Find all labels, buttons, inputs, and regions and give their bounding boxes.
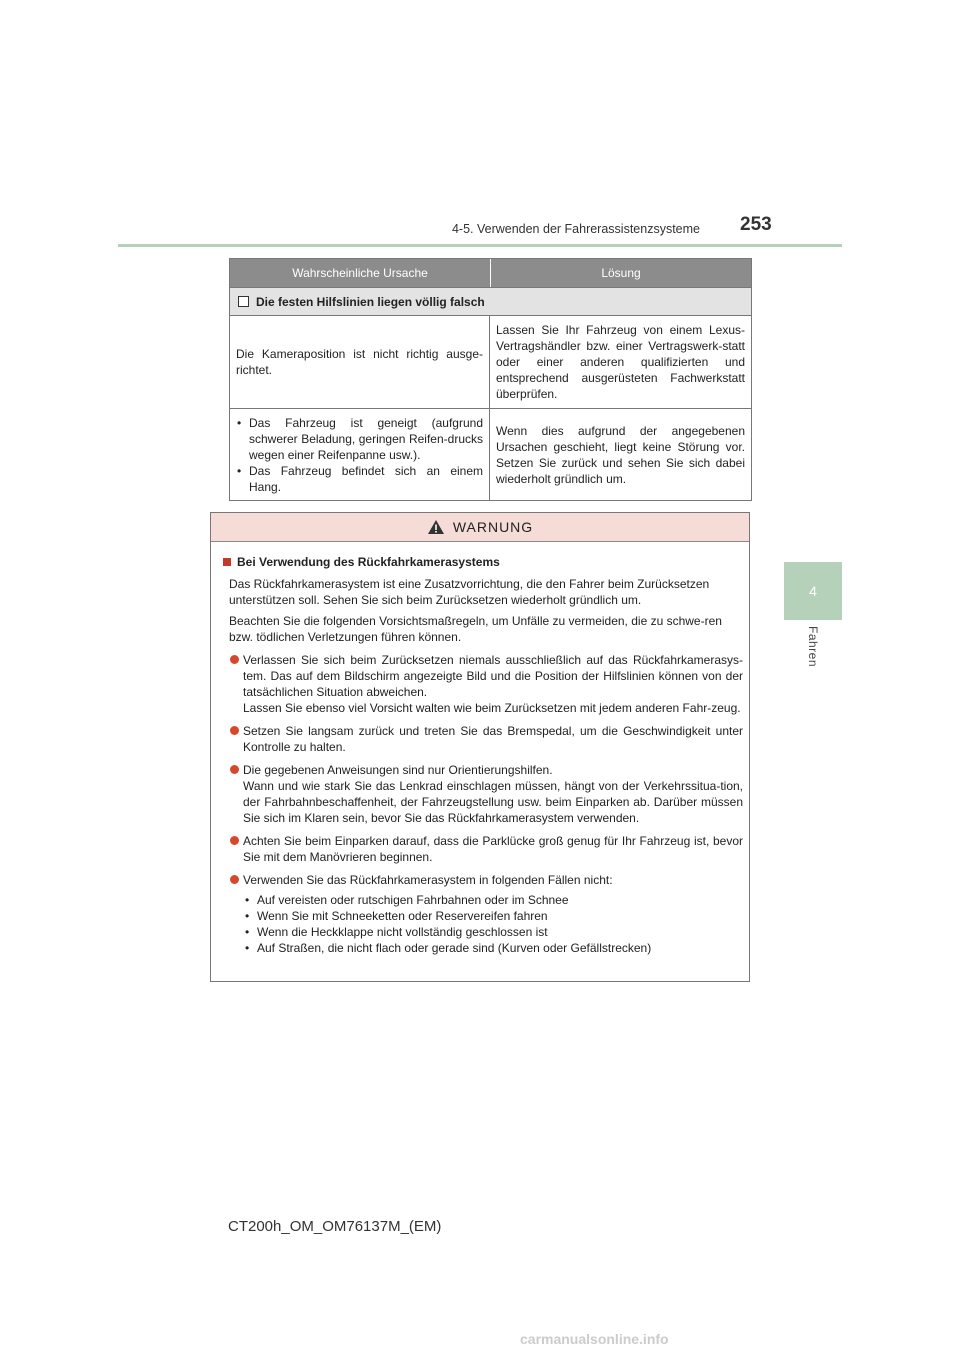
troubleshooting-table	[229, 258, 752, 501]
table-row	[230, 315, 751, 408]
warning-title: WARNUNG	[452, 519, 534, 535]
watermark: carmanualsonline.info	[520, 1331, 669, 1347]
solution-cell	[490, 316, 751, 408]
warning-item	[223, 872, 743, 956]
warning-item-text: Die gegebenen Anweisungen sind nur Orientierungshilfen.	[243, 763, 553, 777]
warning-item-text: Setzen Sie langsam zurück und treten Sie das Bremspedal, um die Geschwindigkeit unter Kontrolle zu halten.	[243, 724, 743, 754]
chapter-label: Fahren	[806, 626, 820, 668]
header-divider	[118, 244, 842, 247]
solution-text: Wenn dies aufgrund der angegebenen Ursachen geschieht, liegt keine Störung vor. Setzen Sie zurück und sehen Sie sich dabei wiederholt gründlich um.	[496, 423, 745, 486]
warning-item	[223, 723, 743, 755]
solution-cell	[490, 409, 751, 500]
warning-body	[211, 542, 749, 956]
table-section-title: Die festen Hilfslinien liegen völlig falsch	[256, 294, 485, 309]
table-row	[230, 408, 751, 500]
list-item: • Auf Straßen, die nicht flach oder gerade sind (Kurven oder Gefällstrecken)	[243, 940, 743, 956]
cause-cell	[230, 409, 490, 500]
cause-list	[236, 415, 483, 495]
warning-intro: Das Rückfahrkamerasystem ist eine Zusatzvorrichtung, die den Fahrer beim Zurücksetzen unterstützen soll. Sehen Sie sich beim Zurücksetzen wiederholt gründlich um.	[229, 577, 710, 607]
warning-item	[223, 652, 743, 716]
warning-intro: Beachten Sie die folgenden Vorsichtsmaßregeln, um Unfälle zu vermeiden, die zu schwe-ren bzw. tödlichen Verletzungen führen können.	[229, 614, 722, 644]
table-section-row	[230, 287, 751, 315]
warning-item-text: Lassen Sie ebenso viel Vorsicht walten wie beim Zurücksetzen mit jedem anderen Fahr-zeug.	[243, 701, 741, 715]
square-bullet-icon	[223, 558, 231, 566]
column-header-solution: Lösung	[601, 266, 641, 280]
section-title: 4-5. Verwenden der Fahrerassistenzsysteme	[451, 222, 700, 236]
chapter-tab: 4	[784, 562, 842, 620]
table-header	[230, 259, 751, 287]
cause-text: Die Kameraposition ist nicht richtig ausge-richtet.	[236, 347, 483, 377]
circle-bullet-icon	[230, 875, 239, 884]
solution-text: Lassen Sie Ihr Fahrzeug von einem Lexus-Vertragshändler bzw. einer Vertragswerk-statt oder einer anderen qualifizierten und entsprechend ausgerüsteten Fachwerkstatt überprüfen.	[496, 323, 745, 401]
circle-bullet-icon	[230, 655, 239, 664]
list-item: • Wenn Sie mit Schneeketten oder Reservereifen fahren	[243, 908, 743, 924]
warning-item-text: Verlassen Sie sich beim Zurücksetzen niemals ausschließlich auf das Rückfahrkamerasys-tem. Das auf dem Bildschirm angezeigte Bild und die Position der Hilfslinien können von der tatsächlichen Situation abweichen.	[243, 653, 743, 699]
circle-bullet-icon	[230, 765, 239, 774]
list-item: • Wenn die Heckklappe nicht vollständig geschlossen ist	[243, 924, 743, 940]
warning-box	[210, 512, 750, 982]
warning-item-text: Verwenden Sie das Rückfahrkamerasystem in folgenden Fällen nicht:	[243, 873, 613, 887]
document-code: CT200h_OM_OM76137M_(EM)	[228, 1218, 442, 1235]
list-item: • Auf vereisten oder rutschigen Fahrbahnen oder im Schnee	[243, 892, 743, 908]
warning-heading	[223, 554, 743, 570]
cause-cell	[230, 316, 490, 408]
circle-bullet-icon	[230, 726, 239, 735]
warning-item-text: Wann und wie stark Sie das Lenkrad einschlagen müssen, hängt von der Verkehrssitua-tion, der Fahrbahnbeschaffenheit, der Fahrzeugstellung usw. beim Einparken ab. Darüber müssen Sie sich im Klaren sein, bevor Sie das Rückfahrkamerasystem verwenden.	[243, 779, 743, 825]
column-header-cause: Wahrscheinliche Ursache	[230, 259, 491, 287]
circle-bullet-icon	[230, 836, 239, 845]
list-item: • Das Fahrzeug befindet sich an einem Hang.	[236, 463, 483, 495]
checkbox-icon	[238, 296, 249, 307]
warning-item	[223, 762, 743, 826]
warning-item	[223, 833, 743, 865]
list-item: • Das Fahrzeug ist geneigt (aufgrund schwerer Beladung, geringen Reifen-drucks wegen einer Reifenpanne usw.).	[236, 415, 483, 463]
warning-header	[211, 513, 749, 542]
warning-heading-text: Bei Verwendung des Rückfahrkamerasystems	[237, 555, 500, 569]
warning-triangle-icon	[427, 519, 445, 535]
page-number: 253	[740, 214, 772, 235]
condition-list	[243, 892, 743, 956]
warning-item-text: Achten Sie beim Einparken darauf, dass die Parklücke groß genug für Ihr Fahrzeug ist, bevor Sie mit dem Manövrieren beginnen.	[243, 834, 743, 864]
